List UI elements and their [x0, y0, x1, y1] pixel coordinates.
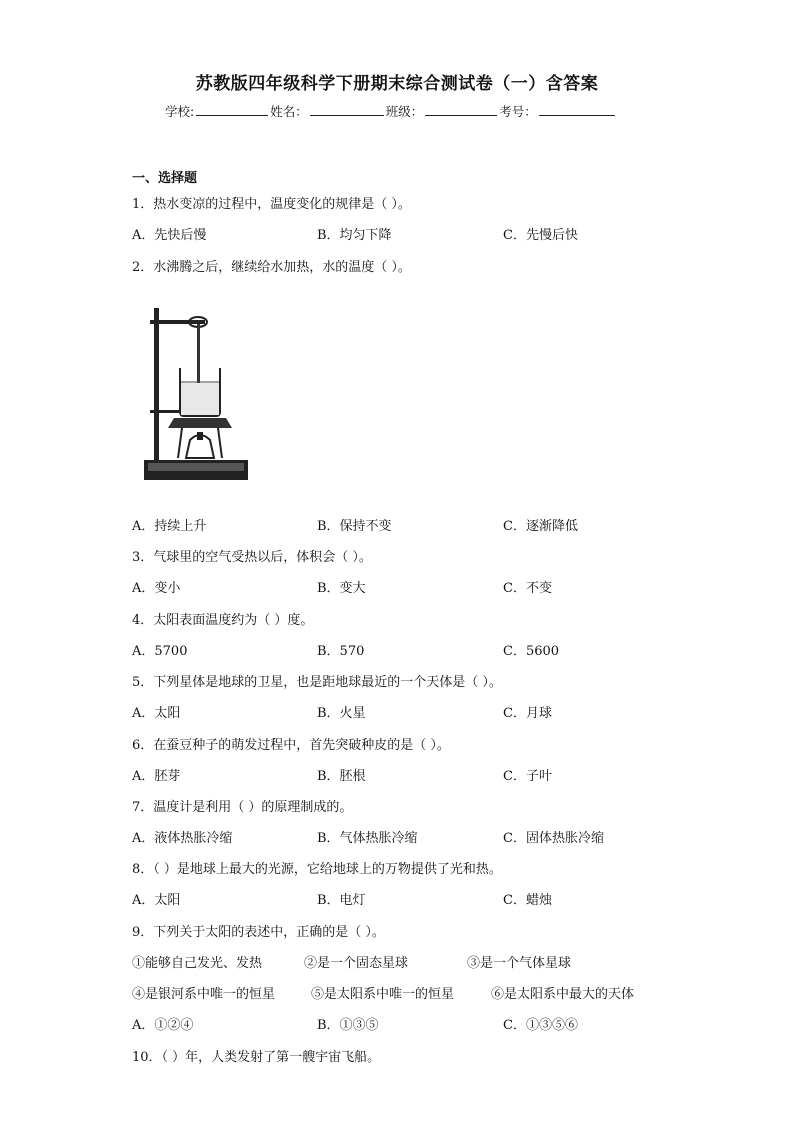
q9-statement-6: ⑥是太阳系中最大的天体	[491, 987, 635, 1002]
section-heading: 一、选择题	[132, 171, 198, 186]
q1-option-a[interactable]: A．先快后慢	[132, 228, 207, 243]
q6-option-a[interactable]: A．胚芽	[132, 769, 181, 784]
q7-option-a[interactable]: A．液体热胀冷缩	[132, 831, 233, 846]
q7-option-c[interactable]: C．固体热胀冷缩	[503, 831, 604, 846]
school-blank[interactable]	[196, 103, 268, 116]
q9-option-a[interactable]: A．①②④	[132, 1018, 194, 1033]
question-7-stem: 7．温度计是利用（ ）的原理制成的。	[132, 800, 353, 815]
q4-option-c[interactable]: C．5600	[503, 644, 560, 659]
q9-statement-5: ⑤是太阳系中唯一的恒星	[311, 987, 455, 1002]
class-blank[interactable]	[425, 103, 497, 116]
school-label: 学校:	[165, 104, 195, 119]
q6-option-c[interactable]: C．子叶	[503, 769, 552, 784]
q3-option-a[interactable]: A．变小	[132, 581, 181, 596]
q2-option-a[interactable]: A．持续上升	[132, 519, 207, 534]
question-10-stem: 10．（ ）年，人类发射了第一艘宇宙飞船。	[132, 1050, 381, 1065]
q8-option-b[interactable]: B．电灯	[317, 893, 366, 908]
page-title: 苏教版四年级科学下册期末综合测试卷（一）含答案	[195, 74, 599, 94]
q1-option-b[interactable]: B．均匀下降	[317, 228, 392, 243]
number-blank[interactable]	[539, 103, 615, 116]
question-9-stem: 9．下列关于太阳的表述中，正确的是（ ）。	[132, 925, 385, 940]
q9-statement-1: ①能够自己发光、发热	[132, 956, 263, 971]
question-2-stem: 2．水沸腾之后，继续给水加热，水的温度（ ）。	[132, 260, 411, 275]
q2-option-b[interactable]: B．保持不变	[317, 519, 392, 534]
q5-option-c[interactable]: C．月球	[503, 706, 552, 721]
name-label: 姓名：	[270, 104, 308, 119]
q9-option-b[interactable]: B．①③⑤	[317, 1018, 379, 1033]
q3-option-b[interactable]: B．变大	[317, 581, 366, 596]
q9-option-c[interactable]: C．①③⑤⑥	[503, 1018, 578, 1033]
student-info-line	[165, 102, 617, 120]
boiling-water-apparatus-figure	[140, 300, 250, 490]
question-5-stem: 5．下列星体是地球的卫星，也是距地球最近的一个天体是（ ）。	[132, 675, 502, 690]
class-label: 班级：	[385, 104, 424, 119]
q9-statement-4: ④是银河系中唯一的恒星	[132, 987, 276, 1002]
question-1-stem: 1．热水变凉的过程中，温度变化的规律是（ ）。	[132, 197, 411, 212]
name-blank[interactable]	[310, 103, 384, 116]
q4-option-b[interactable]: B．570	[317, 644, 365, 659]
q4-option-a[interactable]: A．5700	[132, 644, 188, 659]
q1-option-c[interactable]: C．先慢后快	[503, 228, 578, 243]
q8-option-a[interactable]: A．太阳	[132, 893, 181, 908]
q2-option-c[interactable]: C．逐渐降低	[503, 519, 578, 534]
question-8-stem: 8．（ ）是地球上最大的光源，它给地球上的万物提供了光和热。	[132, 862, 502, 877]
q6-option-b[interactable]: B．胚根	[317, 769, 366, 784]
question-4-stem: 4．太阳表面温度约为（ ）度。	[132, 613, 314, 628]
q7-option-b[interactable]: B．气体热胀冷缩	[317, 831, 418, 846]
question-3-stem: 3．气球里的空气受热以后，体积会（ ）。	[132, 550, 372, 565]
q5-option-a[interactable]: A．太阳	[132, 706, 181, 721]
q9-statement-3: ③是一个气体星球	[467, 956, 572, 971]
question-6-stem: 6．在蚕豆种子的萌发过程中，首先突破种皮的是（ ）。	[132, 738, 450, 753]
number-label: 考号：	[499, 104, 537, 119]
q8-option-c[interactable]: C．蜡烛	[503, 893, 552, 908]
q3-option-c[interactable]: C．不变	[503, 581, 552, 596]
q9-statement-2: ②是一个固态星球	[304, 956, 409, 971]
q5-option-b[interactable]: B．火星	[317, 706, 366, 721]
